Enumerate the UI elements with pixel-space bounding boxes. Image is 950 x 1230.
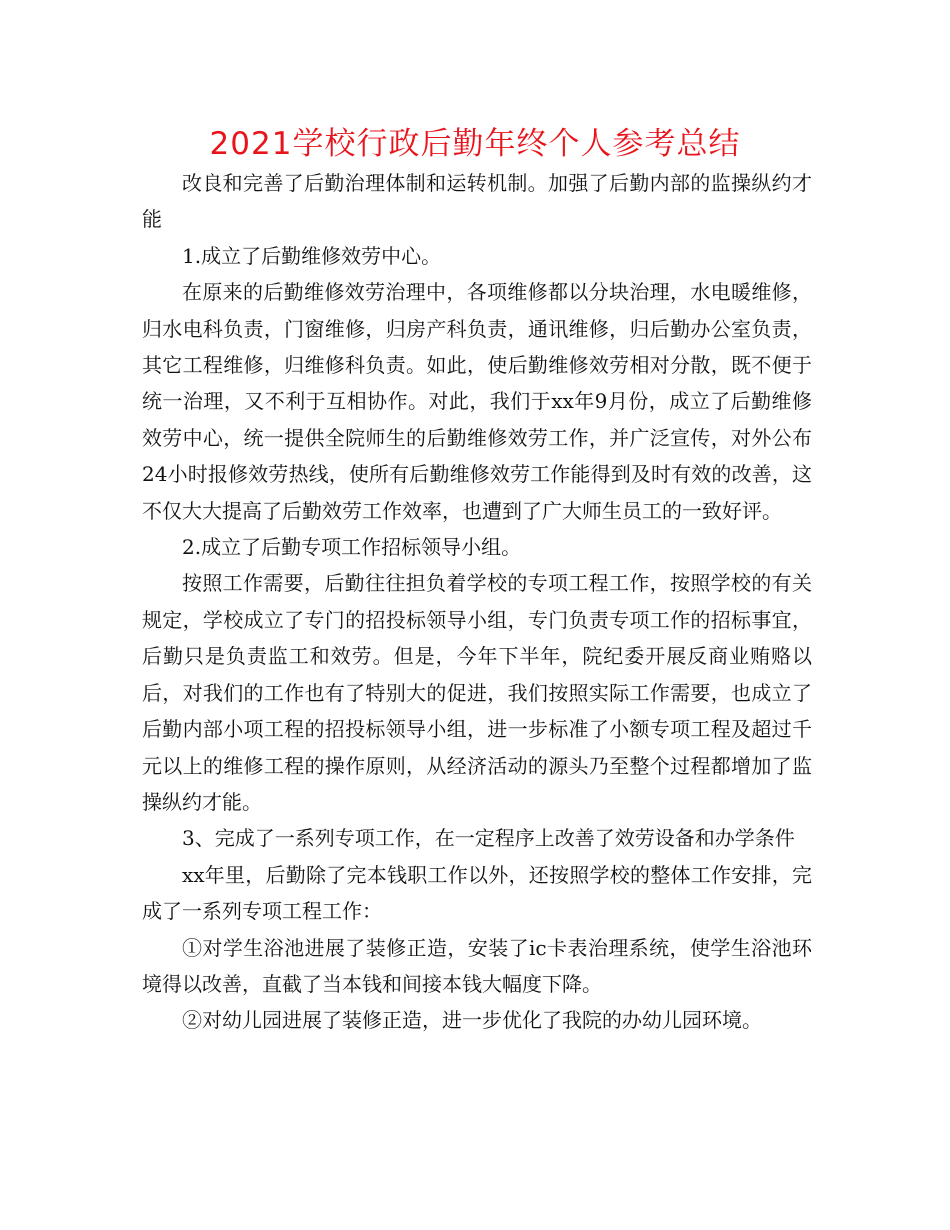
paragraph-heading-3: 3、完成了一系列专项工作，在一定程序上改善了效劳设备和办学条件 [182,826,795,851]
paragraph-maintenance-center: 在原来的后勤维修效劳治理中，各项维修都以分块治理，水电暖维修，归水电科负责，门窗维修，归房产科负责，通讯维修，归后勤办公室负责，其它工程维修，归维修科负责。如此，使后勤维修效劳相对分散，既不便于统一治理，又不利于互相协作。对此，我们于xx年9月份，成立了后勤维修效劳中心，统一提供全院师生的后勤维修效劳工作，并广泛宣传，对外公布24小时报修效劳热线，使所有后勤维修效劳工作能得到及时有效的改善，这不仅大大提高了后勤效劳工作效率，也遭到了广大师生员工的一致好评。 [142,280,812,523]
paragraph-item-kindergarten: ②对幼儿园进展了装修正造，进一步优化了我院的办幼儿园环境。 [182,1008,762,1033]
paragraph-heading-1: 1.成立了后勤维修效劳中心。 [182,243,442,268]
paragraph-bidding-group: 按照工作需要，后勤往往担负着学校的专项工程工作，按照学校的有关规定，学校成立了专门的招投标领导小组，专门负责专项工作的招标事宜，后勤只是负责监工和效劳。但是，今年下半年，院纪委开展反商业贿赂以后，对我们的工作也有了特别大的促进，我们按照实际工作需要，也成立了后勤内部小项工程的招投标领导小组，进一步标准了小额专项工程及超过千元以上的维修工程的操作原则，从经济活动的源头乃至整个过程都增加了监操纵约才能。 [142,571,812,814]
document-title: 2021学校行政后勤年终个人参考总结 [209,126,741,162]
paragraph-intro: 改良和完善了后勤治理体制和运转机制。加强了后勤内部的监操纵约才能 [142,171,812,232]
document-body [142,165,812,1039]
paragraph-heading-2: 2.成立了后勤专项工作招标领导小组。 [182,535,522,560]
paragraph-projects-summary: xx年里，后勤除了完本钱职工作以外，还按照学校的整体工作安排，完成了一系列专项工程工作： [142,862,812,924]
paragraph-item-bathhouse: ①对学生浴池进展了装修正造，安装了ic卡表治理系统，使学生浴池环境得以改善，直截了当本钱和间接本钱大幅度下降。 [142,935,812,996]
